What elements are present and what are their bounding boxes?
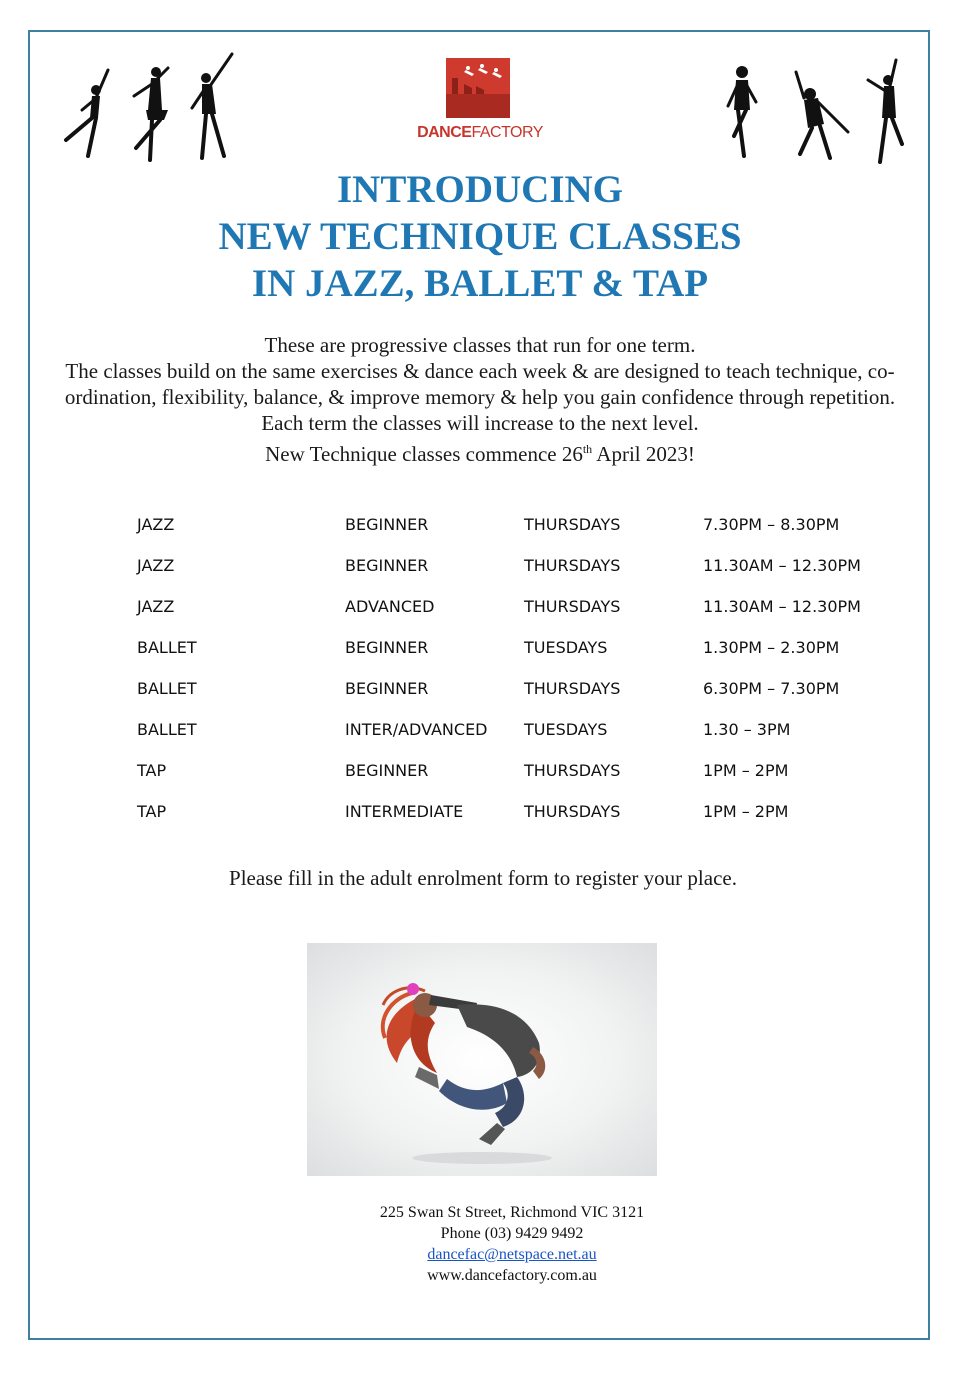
class-style: JAZZ bbox=[137, 515, 175, 534]
class-time: 1PM – 2PM bbox=[703, 802, 789, 821]
class-style: JAZZ bbox=[137, 556, 175, 575]
commence-text: New Technique classes commence 26 bbox=[265, 442, 583, 466]
factory-logo-icon bbox=[446, 58, 510, 118]
dancer-silhouettes-right-icon bbox=[720, 58, 920, 166]
phone-text: Phone (03) 9429 9492 bbox=[440, 1225, 584, 1242]
dance-factory-logo bbox=[410, 58, 550, 150]
class-time: 1.30 – 3PM bbox=[703, 720, 791, 739]
logo-word-dance: DANCE bbox=[417, 124, 472, 141]
page-title bbox=[0, 166, 960, 307]
website-text: www.dancefactory.com.au bbox=[427, 1267, 597, 1284]
commence-date-rest: April 2023! bbox=[592, 442, 695, 466]
class-style: BALLET bbox=[137, 720, 197, 739]
table-row bbox=[137, 753, 897, 794]
class-level: BEGINNER bbox=[345, 679, 429, 698]
intro-line-4 bbox=[40, 436, 920, 467]
class-time: 1PM – 2PM bbox=[703, 761, 789, 780]
class-time: 1.30PM – 2.30PM bbox=[703, 638, 840, 657]
class-day: THURSDAYS bbox=[524, 761, 621, 780]
title-line-1: INTRODUCING bbox=[336, 168, 624, 211]
contact-footer bbox=[0, 1202, 960, 1286]
class-time: 11.30AM – 12.30PM bbox=[703, 556, 861, 575]
class-time: 6.30PM – 7.30PM bbox=[703, 679, 840, 698]
table-row bbox=[137, 630, 897, 671]
class-day: TUESDAYS bbox=[524, 638, 608, 657]
class-day: THURSDAYS bbox=[524, 515, 621, 534]
class-level: BEGINNER bbox=[345, 515, 429, 534]
class-level: BEGINNER bbox=[345, 556, 429, 575]
title-line-3: IN JAZZ, BALLET & TAP bbox=[251, 262, 709, 305]
table-row bbox=[137, 589, 897, 630]
logo-word-factory: FACTORY bbox=[471, 124, 543, 141]
table-row bbox=[137, 507, 897, 548]
class-level: ADVANCED bbox=[345, 597, 435, 616]
intro-line-2: The classes build on the same exercises & dance each week & are designed to teach technique, co-ordination, flexibility, balance, & improve memory & help you gain confidence through repetition. bbox=[64, 359, 896, 409]
class-day: TUESDAYS bbox=[524, 720, 608, 739]
table-row bbox=[137, 548, 897, 589]
table-row bbox=[137, 712, 897, 753]
intro-line-3: Each term the classes will increase to the next level. bbox=[261, 411, 699, 435]
logo-wordmark bbox=[410, 124, 550, 142]
class-level: BEGINNER bbox=[345, 761, 429, 780]
title-line-2: NEW TECHNIQUE CLASSES bbox=[218, 215, 742, 258]
class-day: THURSDAYS bbox=[524, 597, 621, 616]
class-level: INTER/ADVANCED bbox=[345, 720, 488, 739]
intro-text bbox=[40, 332, 920, 467]
table-row bbox=[137, 671, 897, 712]
email-link[interactable]: dancefac@netspace.net.au bbox=[427, 1246, 597, 1263]
class-day: THURSDAYS bbox=[524, 802, 621, 821]
class-schedule-table bbox=[137, 507, 897, 835]
class-level: BEGINNER bbox=[345, 638, 429, 657]
class-time: 7.30PM – 8.30PM bbox=[703, 515, 840, 534]
class-day: THURSDAYS bbox=[524, 556, 621, 575]
class-style: TAP bbox=[137, 802, 167, 821]
intro-line-1: These are progressive classes that run for one term. bbox=[264, 333, 696, 357]
class-day: THURSDAYS bbox=[524, 679, 621, 698]
jumping-dancer-image bbox=[307, 943, 657, 1176]
ordinal-suffix: th bbox=[582, 442, 593, 456]
class-style: BALLET bbox=[137, 638, 197, 657]
dancer-silhouettes-left-icon bbox=[52, 48, 242, 166]
class-level: INTERMEDIATE bbox=[345, 802, 464, 821]
table-row bbox=[137, 794, 897, 835]
class-time: 11.30AM – 12.30PM bbox=[703, 597, 861, 616]
enrolment-note: Please fill in the adult enrolment form to register your place. bbox=[229, 866, 737, 890]
address-text: 225 Swan St Street, Richmond VIC 3121 bbox=[379, 1204, 645, 1221]
class-style: TAP bbox=[137, 761, 167, 780]
class-style: BALLET bbox=[137, 679, 197, 698]
dancer-photo bbox=[307, 943, 657, 1176]
class-style: JAZZ bbox=[137, 597, 175, 616]
